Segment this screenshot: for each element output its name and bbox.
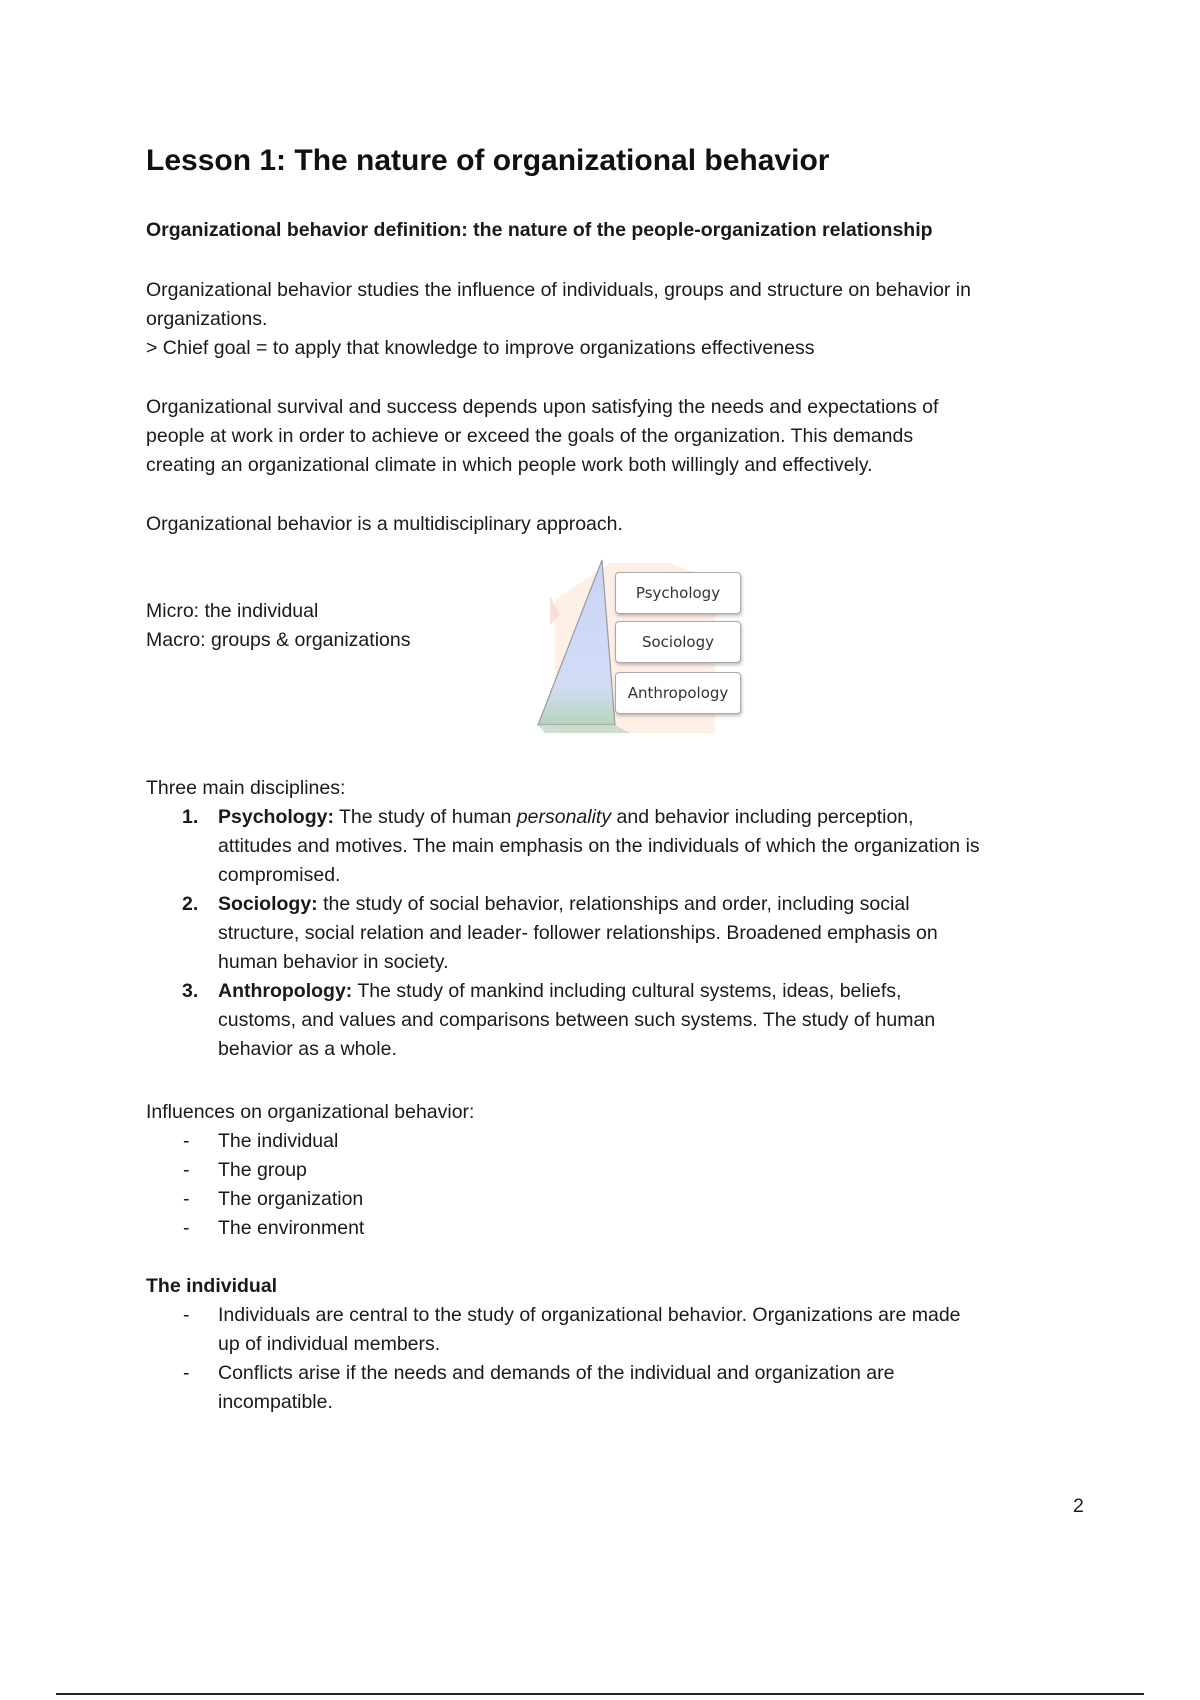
bottom-divider: [56, 1693, 1144, 1695]
page-number: 2: [1073, 1495, 1084, 1517]
individual-line: incompatible.: [218, 1391, 333, 1413]
survival-line: people at work in order to achieve or exceed the goals of the organization. This demands: [146, 425, 914, 447]
discipline-text: and behavior including perception,: [611, 806, 914, 828]
sociology-box: Sociology: [615, 621, 741, 663]
dash-bullet: -: [183, 1159, 190, 1181]
multidisciplinary-paragraph: Organizational behavior is a multidisciplinary approach.: [146, 513, 623, 535]
list-item: [146, 1301, 961, 1359]
influence-text: The environment: [218, 1217, 365, 1239]
macro-level: Macro: groups & organizations: [146, 629, 411, 651]
psychology-box: Psychology: [615, 572, 741, 614]
micro-level: Micro: the individual: [146, 600, 319, 622]
discipline-term: Sociology:: [218, 893, 318, 915]
individual-list: [146, 1301, 961, 1417]
dash-bullet: -: [183, 1130, 190, 1152]
dash-bullet: -: [183, 1304, 190, 1326]
disciplines-pyramid-figure: [530, 555, 750, 745]
dash-bullet: -: [183, 1188, 190, 1210]
influence-text: The group: [218, 1159, 307, 1181]
individual-heading: The individual: [146, 1275, 278, 1297]
definition-paragraph: [146, 276, 971, 363]
discipline-text: the study of social behavior, relationships and order, including social: [317, 893, 910, 915]
discipline-text: The study of human: [333, 806, 517, 828]
discipline-line: [218, 977, 980, 1006]
survival-paragraph: [146, 393, 938, 480]
list-item: [146, 1185, 364, 1214]
discipline-term: Psychology:: [218, 806, 334, 828]
list-item: [146, 890, 980, 977]
discipline-line: attitudes and motives. The main emphasis on the individuals of which the organization is: [218, 835, 980, 857]
discipline-line: compromised.: [218, 864, 341, 886]
survival-line: creating an organizational climate in which people work both willingly and effectively.: [146, 454, 873, 476]
definition-subheading: Organizational behavior definition: the nature of the people-organization relationship: [146, 219, 933, 241]
definition-line: Organizational behavior studies the influence of individuals, groups and structure on behavior in: [146, 279, 971, 301]
discipline-line: behavior as a whole.: [218, 1038, 397, 1060]
influences-list: [146, 1127, 364, 1243]
pyramid-base: [538, 725, 630, 733]
list-item: [146, 1359, 961, 1417]
influence-text: The individual: [218, 1130, 339, 1152]
list-number: 1.: [182, 806, 199, 828]
list-item: [146, 803, 980, 890]
dash-bullet: -: [183, 1362, 190, 1384]
discipline-line: [218, 803, 980, 832]
lesson-title: Lesson 1: The nature of organizational behavior: [146, 144, 830, 177]
pyramid-triangle: [538, 560, 615, 725]
list-item: [146, 1127, 364, 1156]
definition-line: organizations.: [146, 308, 268, 330]
list-number: 2.: [182, 893, 199, 915]
anthropology-box: Anthropology: [615, 672, 741, 714]
discipline-line: structure, social relation and leader- follower relationships. Broadened emphasis on: [218, 922, 938, 944]
influences-lead: Influences on organizational behavior:: [146, 1101, 475, 1123]
individual-line: Individuals are central to the study of organizational behavior. Organizations are made: [218, 1304, 961, 1326]
discipline-line: human behavior in society.: [218, 951, 449, 973]
disciplines-lead: Three main disciplines:: [146, 777, 346, 799]
discipline-text: The study of mankind including cultural systems, ideas, beliefs,: [352, 980, 902, 1002]
chief-goal-line: > Chief goal = to apply that knowledge to improve organizations effectiveness: [146, 337, 815, 359]
discipline-emphasis: personality: [516, 806, 612, 828]
list-item: [146, 1156, 364, 1185]
disciplines-list: [146, 803, 980, 1064]
list-number: 3.: [182, 980, 199, 1002]
discipline-line: customs, and values and comparisons between such systems. The study of human: [218, 1009, 936, 1031]
influence-text: The organization: [218, 1188, 364, 1210]
discipline-line: [218, 890, 980, 919]
individual-line: Conflicts arise if the needs and demands of the individual and organization are: [218, 1362, 895, 1384]
individual-line: up of individual members.: [218, 1333, 441, 1355]
list-item: [146, 1214, 364, 1243]
discipline-term: Anthropology:: [218, 980, 353, 1002]
dash-bullet: -: [183, 1217, 190, 1239]
list-item: [146, 977, 980, 1064]
survival-line: Organizational survival and success depends upon satisfying the needs and expectations of: [146, 396, 939, 418]
levels-paragraph: [146, 597, 410, 655]
